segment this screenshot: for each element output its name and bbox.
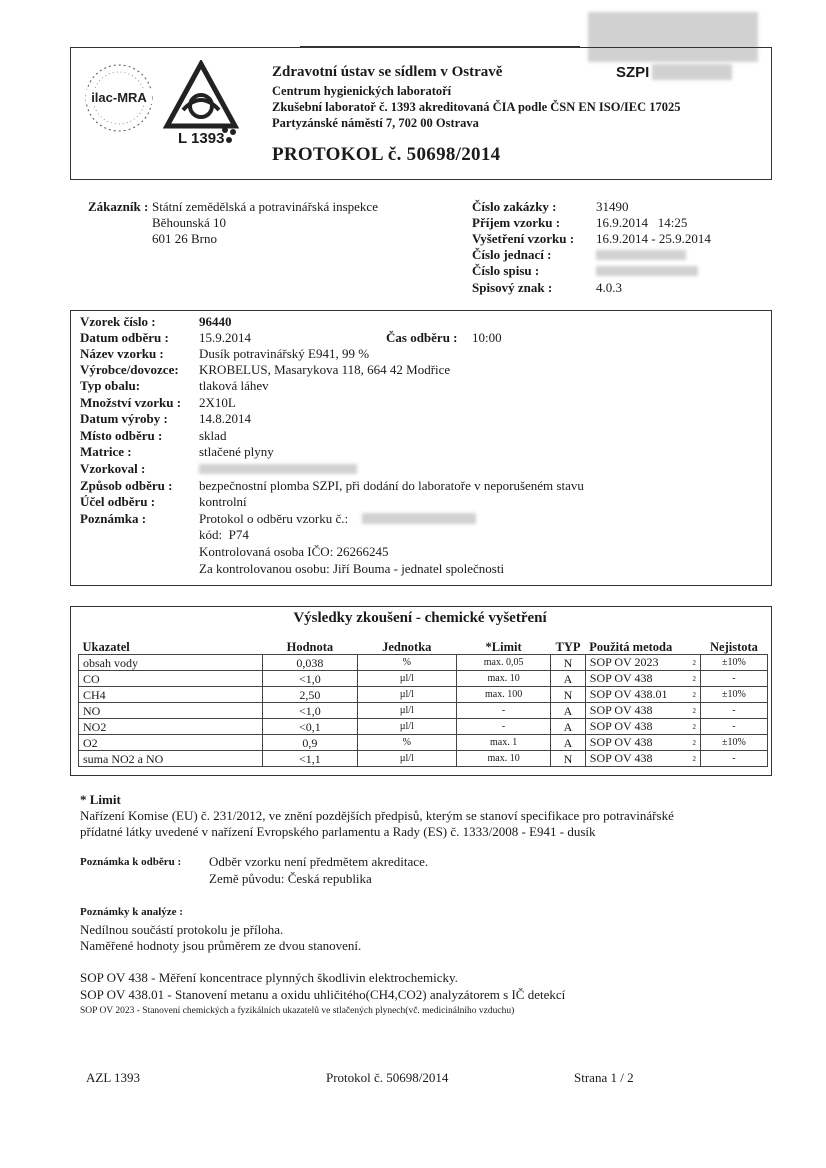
customer-name: Státní zemědělská a potravinářská inspekce: [152, 199, 378, 214]
cell-method-text: SOP OV 438: [589, 735, 653, 749]
cell-type: [551, 671, 586, 687]
sample-label: Množství vzorku :: [80, 395, 182, 410]
sample-time-value: 10:00: [472, 330, 502, 345]
sample-value: 2X10L: [199, 395, 236, 410]
table-row: [79, 735, 768, 751]
cell-indicator-text: NO2: [83, 719, 107, 734]
cell-method-text: SOP OV 438: [589, 671, 653, 685]
footer-lab-code: AZL 1393: [86, 1070, 141, 1085]
cell-indicator: [79, 655, 263, 671]
cell-type-text: N: [563, 751, 573, 766]
redacted-value: [596, 250, 686, 260]
order-value: 16.9.2014 - 25.9.2014: [596, 231, 711, 246]
cell-type: [551, 719, 586, 735]
sample-label: Datum odběru :: [80, 330, 169, 345]
cell-method: [585, 719, 700, 735]
cell-uncertainty-text: ±10%: [722, 736, 746, 748]
sample-label: Výrobce/dovozce:: [80, 362, 179, 377]
redacted-value: [199, 464, 357, 474]
cell-unit: [357, 671, 456, 687]
cell-uncertainty: [700, 735, 767, 751]
cell-indicator-text: obsah vody: [83, 655, 138, 670]
sample-value: bezpečnostní plomba SZPI, při dodání do laboratoře v neporušeném stavu: [199, 478, 584, 493]
cell-indicator: [79, 751, 263, 767]
cell-indicator: [79, 703, 263, 719]
method-footnote: 2: [692, 723, 696, 731]
accreditation-line: Zkušební laboratoř č. 1393 akreditovaná ČIA podle ČSN EN ISO/IEC 17025: [272, 100, 681, 114]
cell-unit-text: µl/l: [399, 672, 414, 684]
cell-unit: [357, 687, 456, 703]
cell-method-text: SOP OV 438.01: [589, 687, 668, 701]
cell-method-text: SOP OV 438: [589, 703, 653, 717]
redacted-value: [362, 513, 476, 524]
cell-unit: [357, 703, 456, 719]
cell-uncertainty-text: -: [732, 672, 736, 684]
cell-limit: [456, 655, 550, 671]
col-header: Nejistota: [700, 639, 767, 655]
results-title: Výsledky zkoušení - chemické vyšetření: [293, 610, 547, 626]
cell-value-text: <1,0: [299, 703, 321, 718]
cell-method-text: SOP OV 2023: [589, 655, 659, 669]
cell-type-text: A: [563, 671, 573, 686]
method-footnote: 2: [692, 659, 696, 667]
sample-label: Datum výroby :: [80, 411, 168, 426]
cell-uncertainty: [700, 703, 767, 719]
cell-type: [551, 735, 586, 751]
cell-type: [551, 751, 586, 767]
method-footnote: 2: [692, 739, 696, 747]
cell-type-text: A: [563, 735, 573, 750]
cell-value-text: 2,50: [299, 687, 321, 702]
cell-limit-text: -: [501, 720, 506, 732]
cell-type: [551, 687, 586, 703]
cell-unit-text: %: [402, 736, 411, 748]
limit-text: přídatné látky uvedené v nařízení Evropského parlamentu a Rady (ES) č. 1333/2008 - E941 - dusík: [80, 824, 596, 839]
cell-uncertainty: [700, 719, 767, 735]
cell-unit: [357, 655, 456, 671]
limit-heading: * Limit: [80, 792, 121, 807]
sample-value: Protokol o odběru vzorku č.:: [199, 511, 349, 526]
ilac-mra-logo: [78, 62, 160, 134]
method-footnote: 2: [692, 707, 696, 715]
redacted-value: [596, 266, 698, 276]
limit-text: Nařízení Komise (EU) č. 231/2012, ve znění pozdějších předpisů, kterým se stanoví specifikace pro potravinářské: [80, 808, 674, 823]
cell-uncertainty-text: ±10%: [722, 656, 746, 668]
cell-value: [263, 719, 357, 735]
cell-value: [263, 703, 357, 719]
cell-value-text: <1,0: [299, 671, 321, 686]
sample-label: Místo odběru :: [80, 428, 163, 443]
sample-note-line: Za kontrolovanou osobu: Jiří Bouma - jednatel společnosti: [199, 561, 505, 576]
sample-value: tlaková láhev: [199, 378, 269, 393]
sample-value: sklad: [199, 428, 227, 443]
sampling-note-label: Poznámka k odběru :: [80, 856, 182, 868]
order-value: 16.9.2014 14:25: [596, 215, 688, 230]
cell-method: [585, 671, 700, 687]
analysis-note-text: Naměřené hodnoty jsou průměrem ze dvou stanovení.: [80, 938, 362, 953]
cell-unit-text: %: [402, 656, 411, 668]
col-header: TYP: [551, 639, 586, 655]
sampling-note-text: Odběr vzorku není předmětem akreditace.: [209, 854, 429, 869]
order-label: Vyšetření vzorku :: [472, 231, 575, 246]
ilac-text: ilac-MRA: [91, 90, 147, 105]
szpi-stamp: SZPI: [616, 64, 650, 81]
sample-label: Účel odběru :: [80, 494, 156, 509]
order-label: Spisový znak :: [472, 280, 553, 295]
results-table: [78, 639, 768, 767]
cell-unit-text: µl/l: [399, 688, 414, 700]
customer-street: Běhounská 10: [152, 215, 227, 230]
cell-uncertainty: [700, 687, 767, 703]
order-label: Číslo jednací :: [472, 247, 552, 262]
redacted-stamp: [652, 64, 732, 80]
cell-unit-text: µl/l: [399, 752, 414, 764]
cell-uncertainty-text: -: [732, 752, 736, 764]
sample-value: 96440: [199, 314, 232, 329]
cell-value-text: <1,1: [299, 751, 321, 766]
customer-label: Zákazník :: [88, 199, 149, 214]
sample-label: Vzorek číslo :: [80, 314, 156, 329]
sample-value: Dusík potravinářský E941, 99 %: [199, 346, 370, 361]
cell-indicator: [79, 735, 263, 751]
footer-page-number: Strana 1 / 2: [574, 1070, 634, 1085]
order-value: 31490: [596, 199, 629, 214]
cell-type-text: A: [563, 719, 573, 734]
cell-uncertainty: [700, 655, 767, 671]
cell-method: [585, 655, 700, 671]
sop-line: SOP OV 438 - Měření koncentrace plynných škodlivin elektrochemicky.: [80, 970, 458, 985]
cell-method: [585, 687, 700, 703]
cell-value-text: <0,1: [299, 719, 321, 734]
cell-uncertainty-text: -: [732, 720, 736, 732]
sample-label: Matrice :: [80, 444, 132, 459]
col-header: Jednotka: [357, 639, 456, 655]
cell-limit-text: max. 100: [484, 688, 523, 700]
cell-limit-text: max. 0,05: [483, 656, 524, 668]
footer-protocol: Protokol č. 50698/2014: [326, 1070, 449, 1085]
table-row: [79, 687, 768, 703]
cell-indicator-text: O2: [83, 735, 98, 750]
order-label: Číslo zakázky :: [472, 199, 557, 214]
cell-unit: [357, 735, 456, 751]
cell-unit: [357, 751, 456, 767]
sample-label: Poznámka :: [80, 511, 147, 526]
institution-address: Partyzánské náměstí 7, 702 00 Ostrava: [272, 116, 479, 130]
table-row: [79, 703, 768, 719]
sampling-note-text: Země původu: Česká republika: [209, 871, 372, 886]
table-header-row: [79, 639, 768, 655]
cell-value: [263, 751, 357, 767]
cell-limit-text: max. 10: [487, 672, 520, 684]
cell-value: [263, 671, 357, 687]
sample-box: [70, 310, 772, 586]
customer-city: 601 26 Brno: [152, 231, 217, 246]
cell-indicator-text: suma NO2 a NO: [83, 751, 164, 766]
cell-value-text: 0,038: [296, 655, 324, 670]
cell-limit-text: -: [501, 704, 506, 716]
cell-limit: [456, 719, 550, 735]
institution-dept: Centrum hygienických laboratoří: [272, 84, 452, 98]
cell-limit: [456, 703, 550, 719]
cell-uncertainty: [700, 671, 767, 687]
cell-indicator: [79, 719, 263, 735]
cell-unit-text: µl/l: [399, 720, 414, 732]
table-row: [79, 655, 768, 671]
cell-type: [551, 655, 586, 671]
method-footnote: 2: [692, 675, 696, 683]
table-row: [79, 671, 768, 687]
order-label: Příjem vzorku :: [472, 215, 561, 230]
sample-time-label: Čas odběru :: [386, 330, 458, 345]
cell-value-text: 0,9: [302, 735, 318, 750]
col-header: Ukazatel: [79, 639, 263, 655]
sample-value: stlačené plyny: [199, 444, 274, 459]
col-header: Hodnota: [263, 639, 357, 655]
cell-type-text: A: [563, 703, 573, 718]
cell-limit-text: max. 10: [487, 752, 520, 764]
method-footnote: 2: [692, 691, 696, 699]
cell-method-text: SOP OV 438: [589, 719, 653, 733]
sop-line: SOP OV 2023 - Stanovení chemických a fyzikálních ukazatelů ve stlačených plynech(vč. medicinálního vzduchu): [80, 1006, 515, 1016]
cell-value: [263, 687, 357, 703]
cell-limit: [456, 671, 550, 687]
sample-label: Název vzorku :: [80, 346, 164, 361]
institution-name: Zdravotní ústav se sídlem v Ostravě: [272, 64, 503, 80]
cell-type: [551, 703, 586, 719]
cell-type-text: N: [563, 687, 573, 702]
col-header: *Limit: [456, 639, 550, 655]
lab-code: L 1393: [178, 130, 225, 147]
cell-indicator-text: CH4: [83, 687, 106, 702]
sample-note-line: Kontrolovaná osoba IČO: 26266245: [199, 544, 389, 559]
order-label: Číslo spisu :: [472, 263, 540, 278]
cell-limit: [456, 735, 550, 751]
sample-value: 15.9.2014: [199, 330, 251, 345]
order-value: 4.0.3: [596, 280, 622, 295]
sample-value: 14.8.2014: [199, 411, 251, 426]
table-row: [79, 719, 768, 735]
cell-unit: [357, 719, 456, 735]
sample-label: Způsob odběru :: [80, 478, 173, 493]
cell-unit-text: µl/l: [399, 704, 414, 716]
cell-uncertainty-text: -: [732, 704, 736, 716]
col-header: Použitá metoda: [585, 639, 700, 655]
cell-uncertainty-text: ±10%: [722, 688, 746, 700]
sample-label: Vzorkoval :: [80, 461, 146, 476]
cell-indicator-text: CO: [83, 671, 100, 686]
sop-line: SOP OV 438.01 - Stanovení metanu a oxidu uhličitého(CH4,CO2) analyzátorem s IČ detekcí: [80, 987, 566, 1002]
cell-type-text: N: [563, 655, 573, 670]
cell-indicator-text: NO: [83, 703, 101, 718]
sample-value: kontrolní: [199, 494, 247, 509]
cell-limit: [456, 751, 550, 767]
cell-method-text: SOP OV 438: [589, 751, 653, 765]
protocol-title: PROTOKOL č. 50698/2014: [272, 144, 501, 165]
cell-method: [585, 735, 700, 751]
cell-method: [585, 703, 700, 719]
table-row: [79, 751, 768, 767]
sample-label: Typ obalu:: [80, 378, 141, 393]
cell-method: [585, 751, 700, 767]
cell-uncertainty: [700, 751, 767, 767]
method-footnote: 2: [692, 755, 696, 763]
sample-value: KROBELUS, Masarykova 118, 664 42 Modřice: [199, 362, 451, 377]
cell-value: [263, 655, 357, 671]
cell-indicator: [79, 671, 263, 687]
cell-indicator: [79, 687, 263, 703]
sample-note-line: kód: P74: [199, 527, 249, 542]
cell-limit-text: max. 1: [489, 736, 518, 748]
analysis-note-label: Poznámky k analýze :: [80, 906, 183, 918]
analysis-note-text: Nedílnou součástí protokolu je příloha.: [80, 922, 284, 937]
cell-limit: [456, 687, 550, 703]
cell-value: [263, 735, 357, 751]
